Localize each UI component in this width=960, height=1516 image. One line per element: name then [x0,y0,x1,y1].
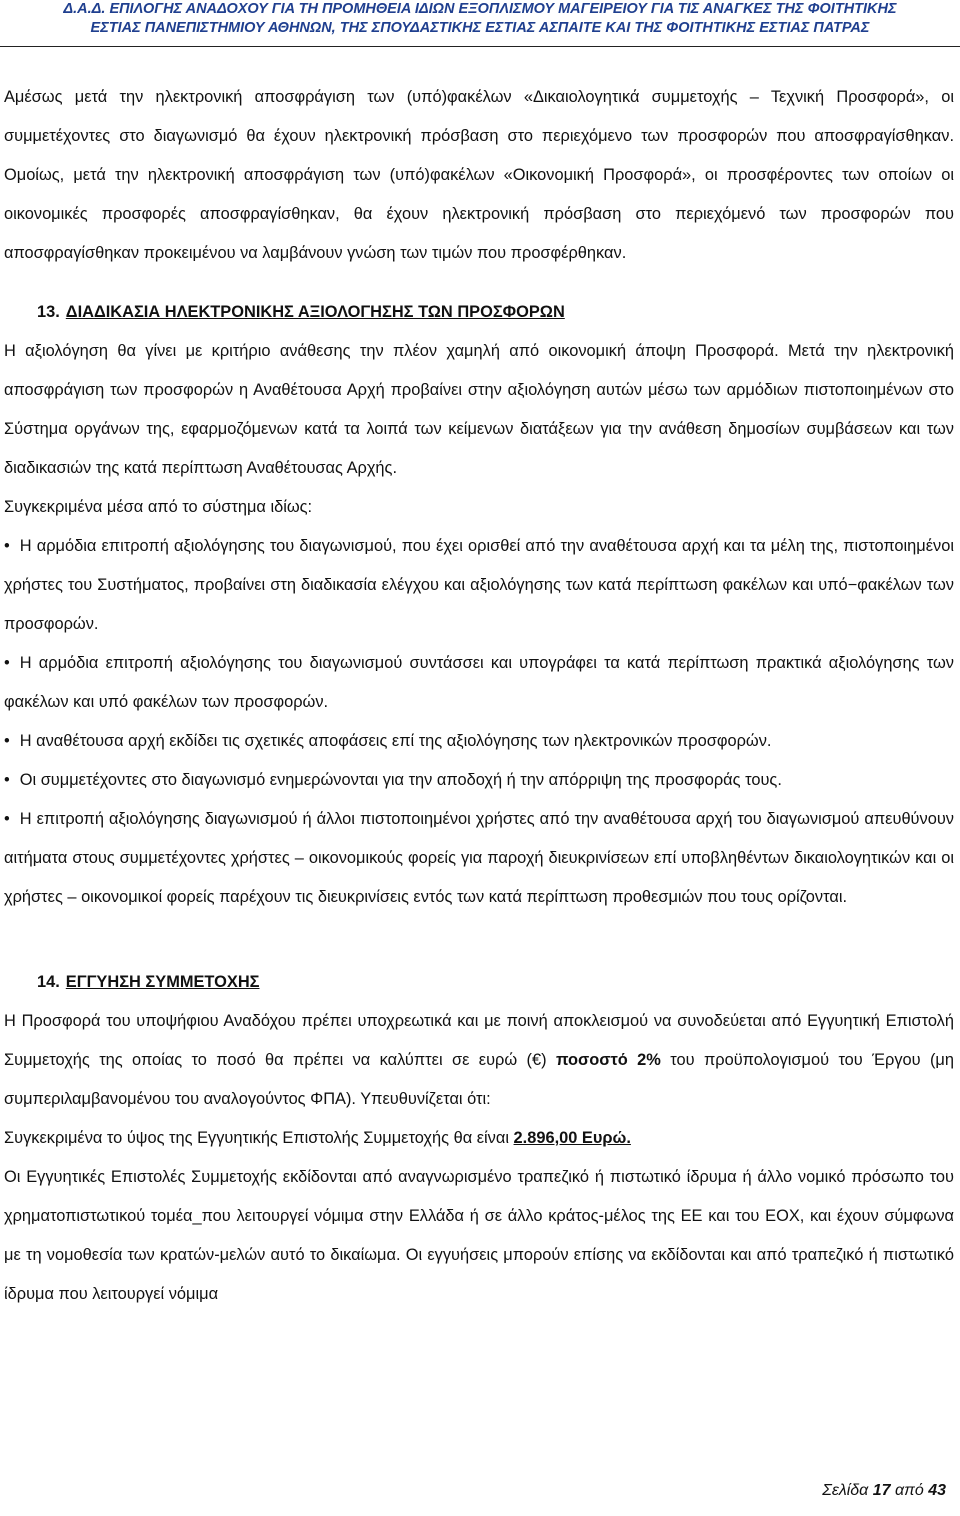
page-label: Σελίδα [822,1482,869,1499]
page-of: από [895,1482,924,1499]
document-body [4,78,954,1314]
list-item-text: Η αρμόδια επιτροπή αξιολόγησης του διαγωνισμού συντάσσει και υπογράφει τα κατά περίπτωση πρακτικά αξιολόγησης των φακέλων και υπό φακέλων των προσφορών. [4,654,954,711]
bullet-icon: • [4,732,10,750]
list-item-text: Η επιτροπή αξιολόγησης διαγωνισμού ή άλλοι πιστοποιημένοι χρήστες από την αναθέτουσα αρχή του διαγωνισμού απευθύνουν αιτήματα στους συμμετέχοντες χρήστες – οικονομικούς φορείς για παροχή διευκρινίσεων επί υποβληθέντων δικαιολογητικών και οι χρήστες – οικονομικοί φορείς παρέχουν τις διευκρινίσεις εντός των κατά περίπτωση προθεσμιών που τους ορίζονται. [4,810,954,906]
list-item-text: Οι συμμετέχοντες στο διαγωνισμό ενημερώνονται για την αποδοχή ή την απόρριψη της προσφοράς τους. [19,771,782,789]
section-13-paragraph-2: Συγκεκριμένα μέσα από το σύστημα ιδίως: [4,498,313,516]
section-14-paragraph-3: Οι Εγγυητικές Επιστολές Συμμετοχής εκδίδονται από αναγνωρισμένο τραπεζικό ή πιστωτικό ίδρυμα ή άλλο νομικό πρόσωπο του χρηματοπιστωτικού τομέα_που λειτουργεί νόμιμα στην Ελλάδα ή σε άλλο κράτος-μέλος της ΕΕ και του ΕΟΧ, και έχουν σύμφωνα με τη νομοθεσία των κρατών-μελών αυτό το δικαίωμα. Οι εγγυήσεις μπορούν επίσης να εκδίδονται και από τραπεζικό ή πιστωτικό ίδρυμα που λειτουργεί νόμιμα [4,1168,954,1303]
section-14-paragraph-1-text-b: του προϋπολογισμού του Έργου (μη συμπεριλαμβανομένου του αναλογούντος ΦΠΑ). Υπευθυνίζεται ότι: [4,1051,954,1108]
running-header [0,0,960,47]
list-item [4,800,954,917]
intro-paragraph: Αμέσως μετά την ηλεκτρονική αποσφράγιση των (υπό)φακέλων «Δικαιολογητικά συμμετοχής – Τεχνική Προσφορά», οι συμμετέχοντες στο διαγωνισμό θα έχουν ηλεκτρονική πρόσβαση στο περιεχόμενο των προσφορών που αποσφραγίσθηκαν. Ομοίως, μετά την ηλεκτρονική αποσφράγιση των (υπό)φακέλων «Οικονομική Προσφορά», οι προσφέροντες των οποίων οι οικονομικές προσφορές αποσφραγίσθηκαν, θα έχουν ηλεκτρονική πρόσβαση στο περιεχόμενό των προσφορών που αποσφραγίσθηκαν προκειμένου να λαμβάνουν γνώση των τιμών που προσφέρθηκαν. [4,88,954,262]
section-14-title: ΕΓΓΥΗΣΗ ΣΥΜΜΕΤΟΧΗΣ [65,973,260,991]
list-item [4,722,954,761]
section-14-paragraph-2 [4,1119,954,1158]
section-13-paragraph-1: Η αξιολόγηση θα γίνει με κριτήριο ανάθεσης την πλέον χαμηλή από οικονομική άποψη Προσφορά. Μετά την ηλεκτρονική αποσφράγιση των προσφορών η Αναθέτουσα Αρχή προβαίνει στην αξιολόγηση αυτών μέσω των αρμόδιων πιστοποιημένων στο Σύστημα οργάνων της, εφαρμοζόμενων κατά τα λοιπά των κείμενων διατάξεων για την ανάθεση δημοσίων συμβάσεων και των διαδικασιών της κατά περίπτωση Αναθέτουσας Αρχής. [4,342,954,477]
header-line-2: ΕΣΤΙΑΣ ΠΑΝΕΠΙΣΤΗΜΙΟΥ ΑΘΗΝΩΝ, ΤΗΣ ΣΠΟΥΔΑΣΤΙΚΗΣ ΕΣΤΙΑΣ ΑΣΠΑΙΤΕ ΚΑΙ ΤΗΣ ΦΟΙΤΗΤΙΚΗΣ ΕΣΤΙΑΣ ΠΑΤΡΑΣ [90,20,870,36]
section-13-title: ΔΙΑΔΙΚΑΣΙΑ ΗΛΕΚΤΡΟΝΙΚΗΣ ΑΞΙΟΛΟΓΗΣΗΣ ΤΩΝ ΠΡΟΣΦΟΡΩΝ [65,303,565,321]
section-13-heading [4,293,954,332]
list-item-text: Η αρμόδια επιτροπή αξιολόγησης του διαγωνισμού, που έχει ορισθεί από την αναθέτουσα αρχή και τα μέλη της, πιστοποιημένοι χρήστες του Συστήματος, προβαίνει στη διαδικασία ελέγχου και αξιολόγησης των κατά περίπτωση φακέλων και υπό−φακέλων των προσφορών. [4,537,954,633]
header-line-1: Δ.Α.Δ. ΕΠΙΛΟΓΗΣ ΑΝΑΔΟΧΟΥ ΓΙΑ ΤΗ ΠΡΟΜΗΘΕΙΑ ΙΔΙΩΝ ΕΞΟΠΛΙΣΜΟΥ ΜΑΓΕΙΡΕΙΟΥ ΓΙΑ ΤΙΣ ΑΝΑΓΚΕΣ ΤΗΣ ΦΟΙΤΗΤΙΚΗΣ [63,1,897,17]
bullet-icon: • [4,771,10,789]
section-14-number: 14. [37,973,60,991]
section-13-number: 13. [37,303,60,321]
list-item [4,761,954,800]
current-page: 17 [872,1482,891,1499]
guarantee-amount: 2.896,00 Ευρώ. [513,1129,631,1147]
section-14-paragraph-2-text: Συγκεκριμένα το ύψος της Εγγυητικής Επιστολής Συμμετοχής θα είναι [4,1129,514,1147]
total-pages: 43 [928,1482,946,1499]
section-14-heading [4,963,954,1002]
section-14-paragraph-1-text-a: Η Προσφορά του υποψήφιου Αναδόχου πρέπει υποχρεωτικά και με ποινή αποκλεισμού να συνοδεύεται από Εγγυητική Επιστολή Συμμετοχής της οποίας το ποσό θα πρέπει να καλύπτει σε ευρώ (€) [4,1012,954,1069]
bullet-icon: • [4,810,10,828]
bullet-icon: • [4,654,10,672]
page-number [822,1482,946,1500]
section-14-paragraph-1 [4,1002,954,1119]
list-item [4,644,954,722]
percentage-highlight: ποσοστό 2% [555,1051,661,1069]
bullet-icon: • [4,537,10,555]
list-item [4,527,954,644]
list-item-text: Η αναθέτουσα αρχή εκδίδει τις σχετικές αποφάσεις επί της αξιολόγησης των ηλεκτρονικών προσφορών. [19,732,772,750]
